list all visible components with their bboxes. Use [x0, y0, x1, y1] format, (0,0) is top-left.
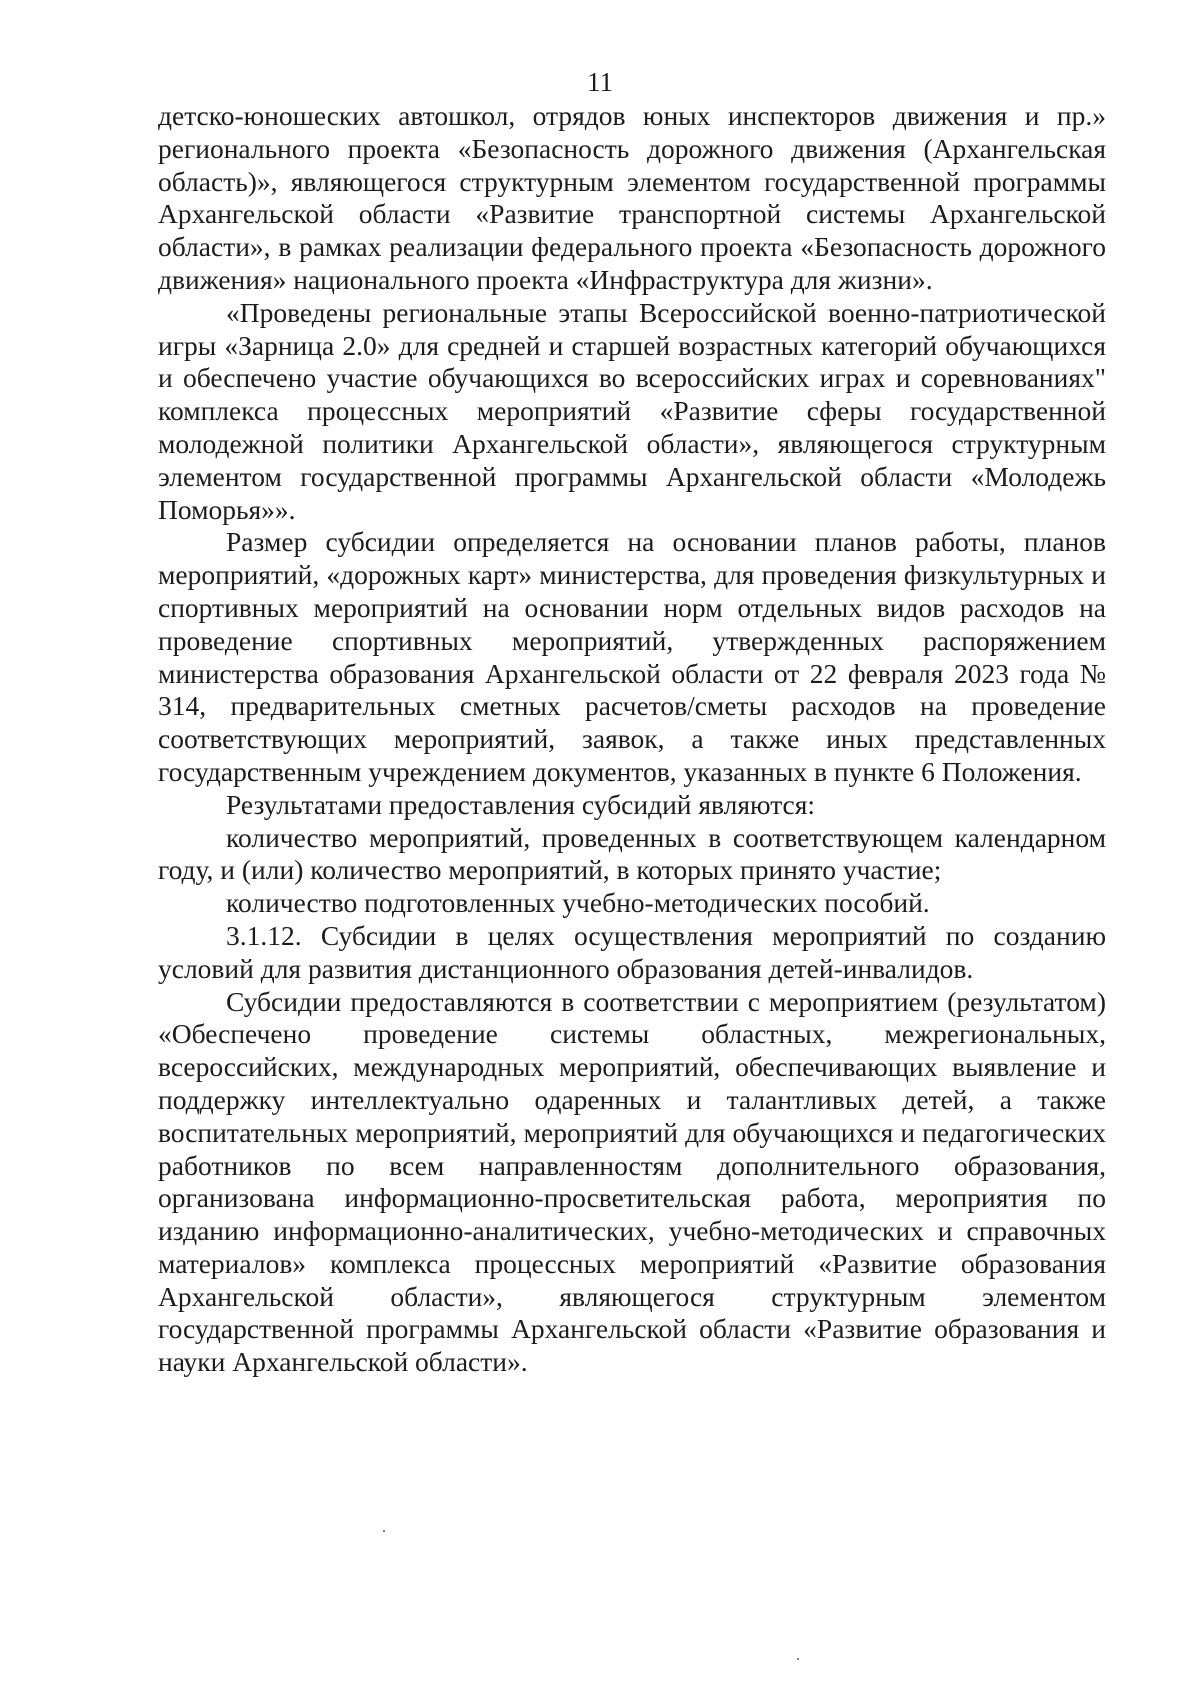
paragraph-result-manuals-count: количество подготовленных учебно-методических пособий.	[226, 887, 930, 919]
paragraph-result-events-count: количество мероприятий, проведенных в соответствующем календарном году, и (или) количество мероприятий, в которых принято участие;	[158, 821, 1106, 886]
scan-speck	[383, 1530, 385, 1532]
paragraph-subsidy-provision: Субсидии предоставляются в соответствии с мероприятием (результатом) «Обеспечено проведение системы областных, межрегиональных, всероссийских, международных мероприятий, обеспечивающих выявление и поддержку интеллектуально одаренных и талантливых детей, а также воспитательных мероприятий, мероприятий для обучающихся и педагогических работников по всем направленностям дополнительного образования, организована информационно-просветительская работа, мероприятия по изданию информационно-аналитических, учебно-методических и справочных материалов» комплекса процессных мероприятий «Развитие образования Архангельской области», являющегося структурным элементом государственной программы Архангельской области «Развитие образования и науки Архангельской области».	[158, 985, 1106, 1378]
document-body	[158, 100, 1106, 1379]
paragraph-section-3-1-12: 3.1.12. Субсидии в целях осуществления мероприятий по созданию условий для развития дистанционного образования детей-инвалидов.	[158, 919, 1106, 984]
paragraph-subsidy-size: Размер субсидии определяется на основании планов работы, планов мероприятий, «дорожных карт» министерства, для проведения физкультурных и спортивных мероприятий на основании норм отдельных видов расходов на проведение спортивных мероприятий, утвержденных распоряжением министерства образования Архангельской области от 22 февраля 2023 года № 314, предварительных сметных расчетов/сметы расходов на проведение соответствующих мероприятий, заявок, а также иных представленных государственным учреждением документов, указанных в пункте 6 Положения.	[158, 526, 1106, 787]
scan-speck	[797, 1658, 799, 1660]
paragraph-results-intro: Результатами предоставления субсидий являются:	[226, 788, 816, 820]
paragraph-road-safety-continuation: детско-юношеских автошкол, отрядов юных инспекторов движения и пр.» регионального проекта «Безопасность дорожного движения (Архангельская область)», являющегося структурным элементом государственной программы Архангельской области «Развитие транспортной системы Архангельской области», в рамках реализации федерального проекта «Безопасность дорожного движения» национального проекта «Инфраструктура для жизни».	[158, 100, 1106, 295]
paragraph-zarnitsa: «Проведены региональные этапы Всероссийской военно-патриотической игры «Зарница 2.0» для средней и старшей возрастных категорий обучающихся и обеспечено участие обучающихся во всероссийских играх и соревнованиях" комплекса процессных мероприятий «Развитие сферы государственной молодежной политики Архангельской области», являющегося структурным элементом государственной программы Архангельской области «Молодежь Поморья»».	[158, 296, 1106, 525]
page-number: 11	[587, 67, 613, 97]
